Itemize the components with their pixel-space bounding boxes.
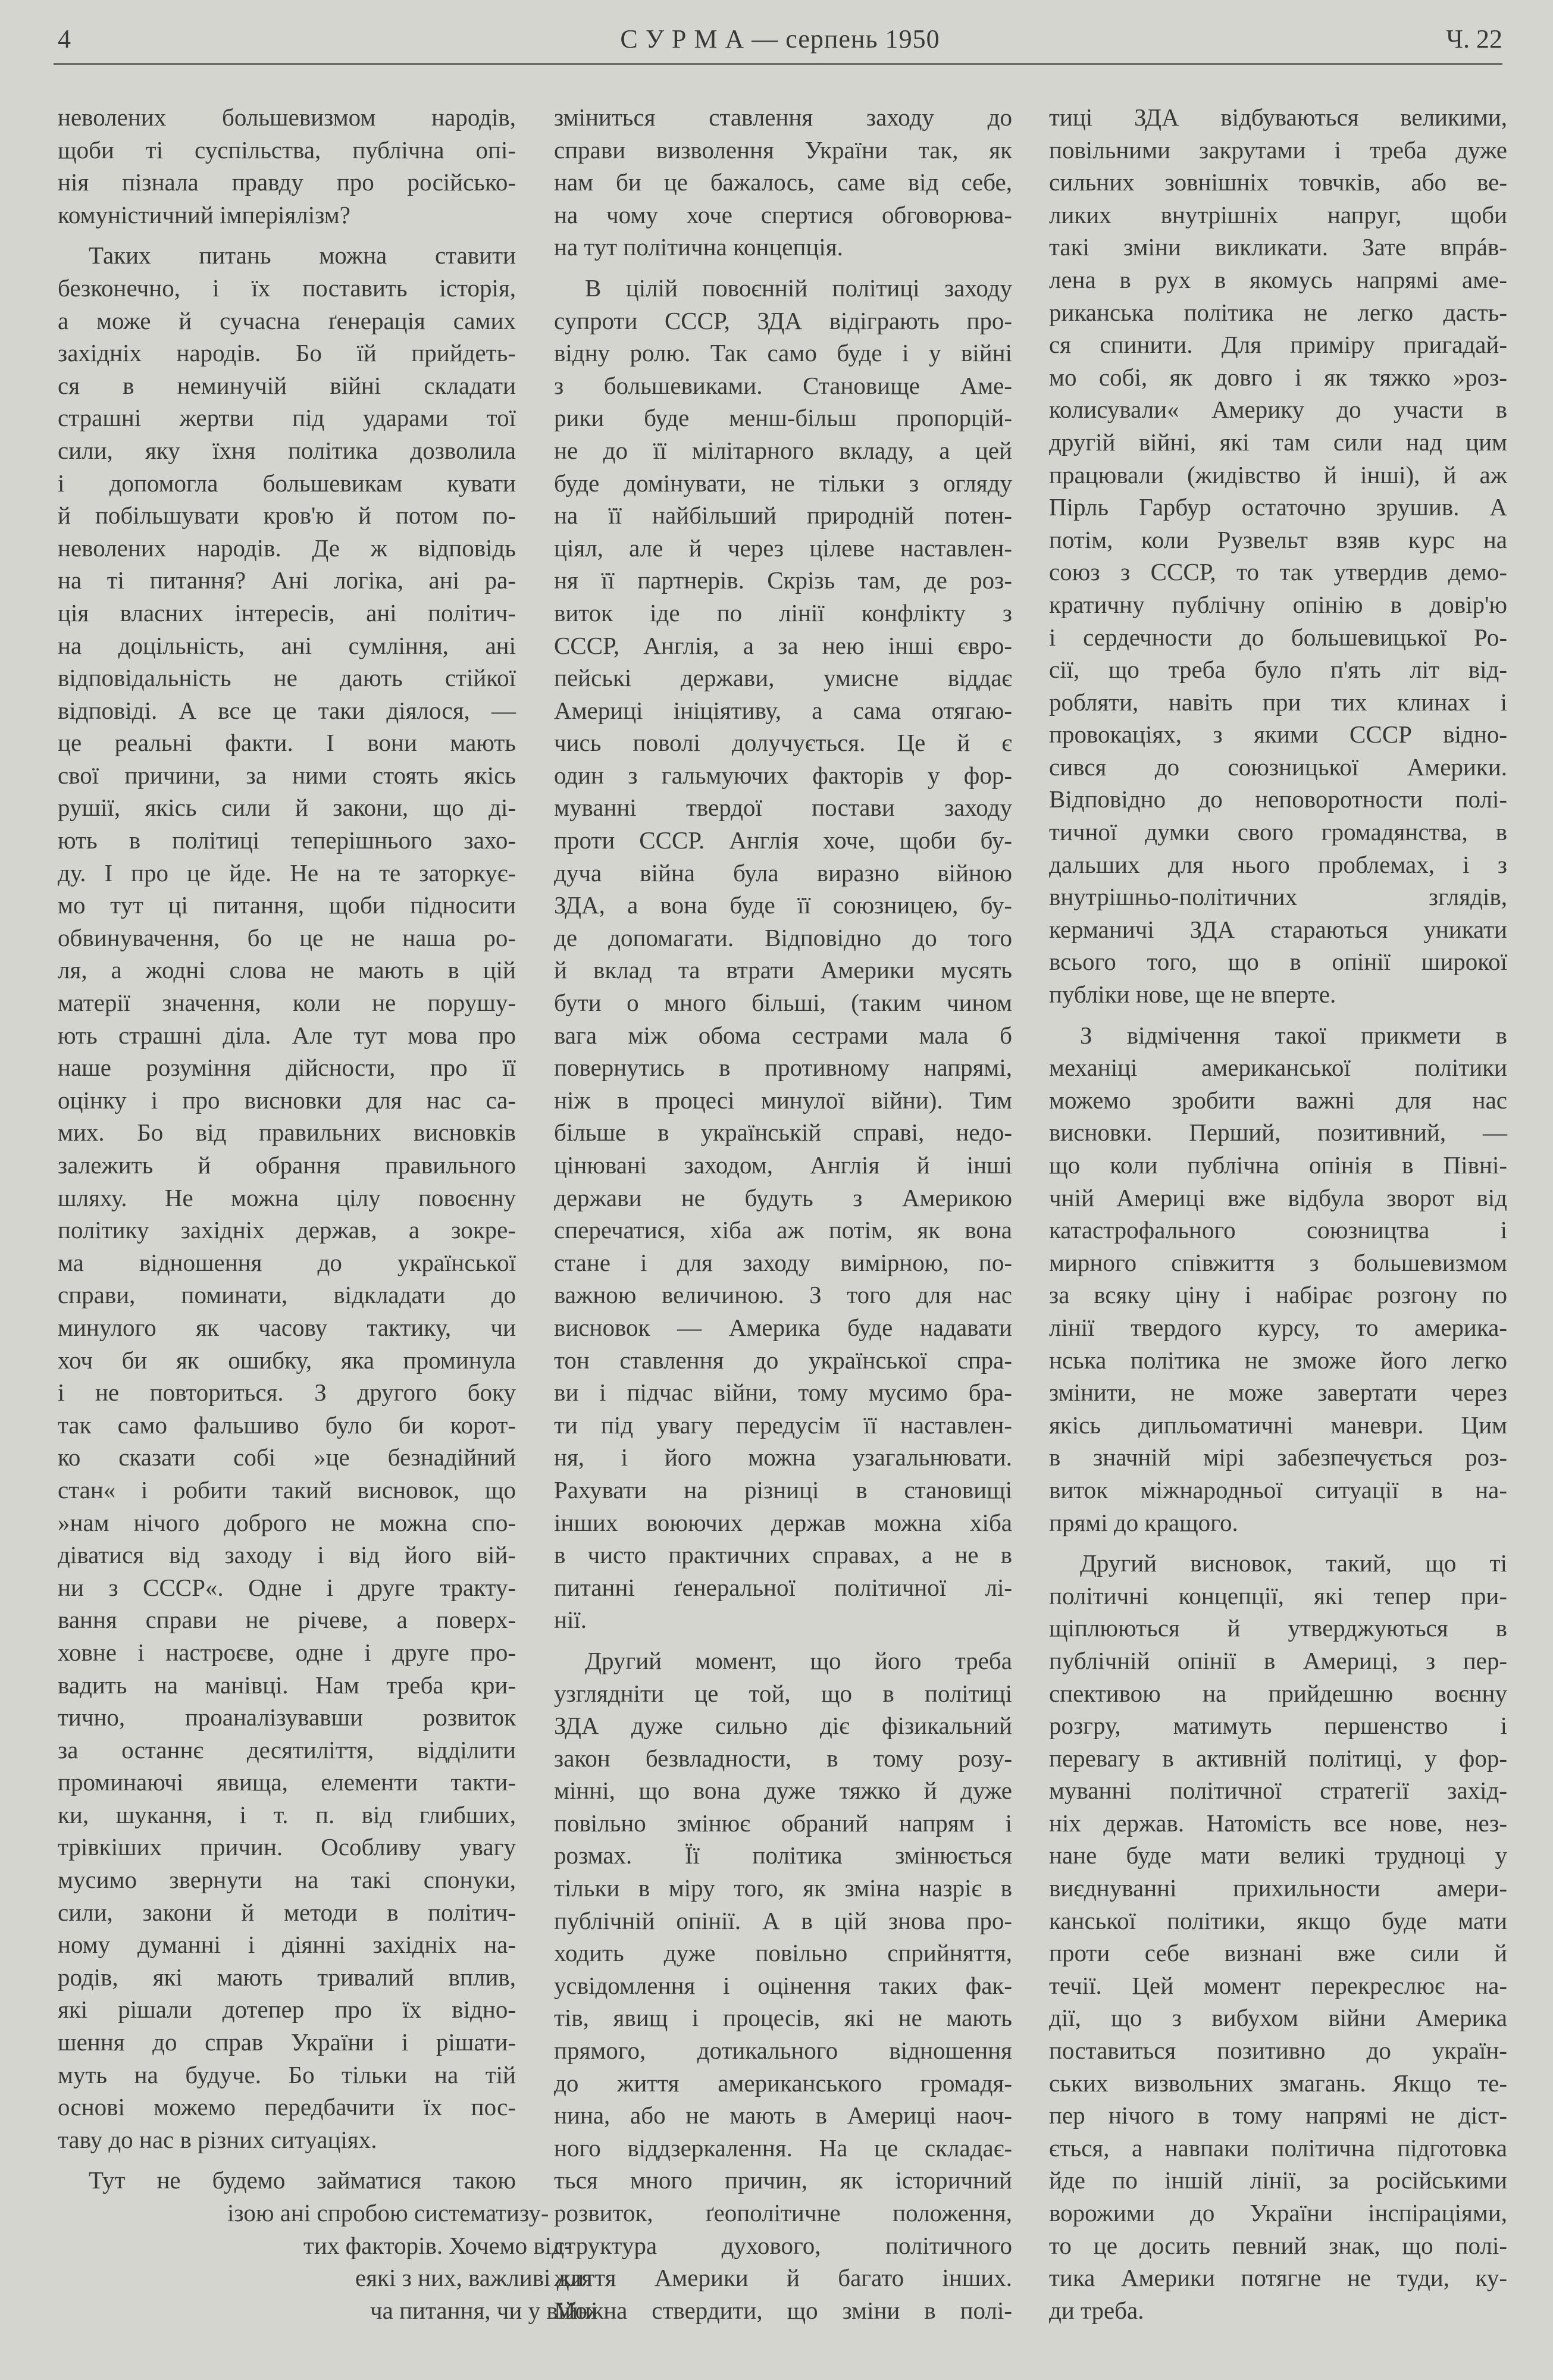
text-line: лінії твердого курсу, то америка- [1049,1313,1507,1341]
text-line: ізою ані спробою систематизу- [227,2199,549,2226]
text-line: муванні твердої постави заходу [554,794,1012,822]
text-line: виток міжнародньої ситуації в на- [1049,1476,1507,1504]
text-line: виєднуванні прихильности амери- [1049,1874,1507,1902]
text-line: на чому хоче спертися обговорюва- [554,201,1012,228]
text-line: в чисто практичних справах, а не в [554,1541,1012,1569]
text-line: катастрофального союзництва і [1049,1216,1507,1244]
text-line: муванні політичної стратегії захід- [1049,1777,1507,1805]
text-line: СССР, Англія, а за нею інші євро- [554,631,1012,659]
text-line: прямі до кращого. [1049,1508,1238,1536]
text-line: сили, яку їхня політика дозволила [58,436,516,464]
text-line: структура духового, політичного [554,2231,1012,2259]
text-line: змінити, не може завертати через [1049,1379,1507,1407]
text-line: мирного співжиття з большевизмом [1049,1248,1507,1276]
text-line: відповідальність не дають стійкої [58,664,516,692]
text-line: за всяку ціну і набірає розгону по [1049,1281,1507,1309]
text-line: виток іде по лінії конфлікту з [554,599,1012,627]
text-line: Тут не будемо займатися такою [89,2166,516,2194]
text-line: сився до союзницької Америки. [1049,753,1507,781]
text-line: зміниться ставлення заходу до [554,104,1012,131]
text-line: пейські держави, умисне віддає [554,664,1012,692]
text-line: кратичну публічну опінію в довір'ю [1049,590,1507,618]
text-line: сильних зовнішніх товчків, або ве- [1049,168,1507,196]
text-line: що коли публічна опінія в Півні- [1049,1151,1507,1179]
text-line: основі можемо передбачити їх пос- [58,2093,516,2121]
text-line: а може й сучасна ґенерація самих [58,306,516,334]
text-line: діватися від заходу і від його вій- [58,1541,516,1569]
text-line: ча питання, чи у війні [370,2296,598,2324]
text-line: в значній мірі забезпечується роз- [1049,1443,1507,1471]
text-line: ція власних інтересів, ані політич- [58,599,516,627]
text-line: З відмічення такої прикмети в [1080,1021,1507,1049]
text-line: нія пізнала правду про російсько- [58,168,516,196]
text-line: цінювані заходом, Англія й інші [554,1151,1012,1179]
text-line: лена в рух в якомусь напрямі аме- [1049,265,1507,293]
text-line: Відповідно до неповоротности полі- [1049,785,1507,813]
text-line: ся спинити. Для приміру пригадай- [1049,331,1507,359]
text-line: один з гальмуючих факторів у фор- [554,761,1012,789]
text-line: Таких питань можна ставити [89,242,516,270]
text-line: публічній опінії. А в цій знова про- [554,1906,1012,1934]
page-header [58,24,1502,62]
text-line: й побільшувати кров'ю й потом по- [58,502,516,530]
text-line: відповіді. А все це таки діялося, — [58,696,516,724]
text-line: закон безвладности, в тому розу- [554,1744,1012,1772]
text-line: ликих внутрішніх напруг, щоби [1049,201,1507,228]
text-line: на тут політична концепція. [554,233,843,261]
text-line: політику західніх держав, а зокре- [58,1216,516,1244]
text-line: спективою на прийдешню воєнну [1049,1679,1507,1707]
text-line: питанні ґенеральної політичної лі- [554,1573,1012,1601]
text-line: тільки в міру того, як зміна назріє в [554,1874,1012,1902]
text-line: пер нічого в тому напрямі не діст- [1049,2102,1507,2130]
text-line: західніх народів. Бо їй прийдеть- [58,339,516,367]
text-line: і допомогла большевикам кувати [58,469,516,497]
text-line: родів, які мають тривалий вплив, [58,1963,516,1991]
text-line: союз з СССР, то так утвердив демо- [1049,558,1507,586]
text-line: неволених народів. Де ж відповідь [58,534,516,562]
text-line: шення до справ України і рішати- [58,2028,516,2056]
text-line: рушії, якісь сили й закони, що ді- [58,794,516,822]
text-line: повернутись в противному напрямі, [554,1054,1012,1082]
text-line: більше в українській справі, недо- [554,1119,1012,1147]
text-line: риканська політика не легко дасть- [1049,298,1507,326]
text-line: проминаючі явища, елементи такти- [58,1768,516,1796]
text-line: внутрішньо-політичних зглядів, [1049,883,1507,911]
paragraph [1049,101,1507,1011]
page-number: 4 [58,24,71,54]
text-line: прямого, дотикального відношення [554,2037,1012,2065]
text-line: супроти СССР, ЗДА відіграють про- [554,306,1012,334]
text-line: ля, а жодні слова не мають в цій [58,956,516,984]
text-line: вага між обома сестрами мала б [554,1021,1012,1049]
issue-number: Ч. 22 [1446,24,1502,54]
text-line: узглядніти це той, що в політиці [554,1679,1012,1707]
text-line: течії. Цей момент перекреслює на- [1049,1971,1507,1999]
text-line: де допомагати. Відповідно до того [554,923,1012,951]
text-line: вадить на манівці. Нам треба кри- [58,1671,516,1699]
paragraph [1049,1019,1507,1539]
text-line: справи визволення України так, як [554,136,1012,164]
text-line: Пірль Гарбур остаточно зрушив. А [1049,493,1507,521]
text-line: нам би це бажалось, саме від себе, [554,168,1012,196]
text-line: важною величиною. З того для нас [554,1281,1012,1309]
text-line: трівкіших причин. Особливу увагу [58,1833,516,1861]
text-line: ніж в процесі минулої війни). Тим [554,1086,1012,1114]
text-line: ма відношення до української [58,1248,516,1276]
text-line: колисували« Америку до участи в [1049,396,1507,424]
text-line: й вклад та втрати Америки мусять [554,956,1012,984]
text-line: розмах. Її політика змінюється [554,1842,1012,1869]
paragraph [58,2164,598,2326]
text-line: такі зміни викликати. Зате впрáв- [1049,233,1507,261]
text-line: висновки. Перший, позитивний, — [1049,1119,1507,1147]
text-line: ховне і настроєве, одне і друге про- [58,1638,516,1666]
text-line: розвиток, ґеополітичне положення, [554,2199,1012,2226]
text-line: держави не будуть з Америкою [554,1183,1012,1211]
text-line: ня, і його можна узагальнювати. [554,1443,1012,1471]
text-line: Можна ствердити, що зміни в полі- [554,2296,1012,2324]
text-line: мих. Бо від правильних висновків [58,1119,516,1147]
text-line: муть на будуче. Бо тільки на тій [58,2060,516,2088]
text-line: вання справи не річеве, а поверх- [58,1606,516,1634]
text-line: тичної думки свого громадянства, в [1049,818,1507,846]
text-line: на доцільність, ані сумління, ані [58,631,516,659]
text-line: ви і підчас війни, тому мусимо бра- [554,1379,1012,1407]
text-line: мінні, що вона дуже тяжко й дуже [554,1777,1012,1805]
text-line: тих факторів. Хочемо від- [303,2231,572,2259]
paragraph [1049,1547,1507,2326]
text-line: ди треба. [1049,2296,1144,2324]
text-line: тично, проаналізувавши розвиток [58,1703,516,1731]
text-line: наше розуміння дійсности, про її [58,1054,516,1082]
text-line: ному думанні і діянні західніх на- [58,1931,516,1959]
text-line: поставиться позитивно до україн- [1049,2037,1507,2065]
text-line: свої причини, за ними стоять якісь [58,761,516,789]
text-line: за останнє десятиліття, відділити [58,1736,516,1764]
text-line: йде по іншій лінії, за російськими [1049,2166,1507,2194]
text-line: щіплюються й утверджуються в [1049,1614,1507,1642]
text-line: ко сказати собі »це безнадійний [58,1443,516,1471]
text-line: ду. І про це йде. Не на те заторкує- [58,859,516,887]
text-line: керманичі ЗДА стараються уникати [1049,915,1507,943]
text-line: бути о много більші, (таким чином [554,989,1012,1017]
text-line: перевагу в активній політиці, у фор- [1049,1744,1507,1772]
text-line: публічній опінії в Америці, з пер- [1049,1646,1507,1674]
text-line: шляху. Не можна цілу повоєнну [58,1183,516,1211]
text-line: буде домінувати, не тільки з огляду [554,469,1012,497]
paragraph [554,1645,1012,2326]
text-line: якісь дипльоматичні маневри. Цим [1049,1411,1507,1439]
text-line: канської політики, якщо буде мати [1049,1906,1507,1934]
text-line: обвинувачення, бо це не наша ро- [58,923,516,951]
text-line: ціял, але й через цілеве наставлен- [554,534,1012,562]
text-line: на її найбільший природній потен- [554,502,1012,530]
text-line: дальших для нього проблемах, і з [1049,850,1507,878]
text-line: нська політика не зможе його легко [1049,1346,1507,1374]
text-line: проти СССР. Англія хоче, щоби бу- [554,826,1012,854]
text-line: сії, що треба було п'ять літ від- [1049,656,1507,684]
text-line: стан« і робити такий висновок, що [58,1476,516,1504]
text-line: провокаціях, з якими СССР відно- [1049,721,1507,749]
text-line: чись поволі долучується. Це й є [554,729,1012,757]
text-line: дії, що з вибухом війни Америка [1049,2004,1507,2032]
text-line: усвідомлення і оцінення таких фак- [554,1971,1012,1999]
text-line: можемо зробити важні для нас [1049,1086,1507,1114]
text-line: всього того, що в опінії широкої [1049,948,1507,976]
text-line: ти під увагу передусім її наставлен- [554,1411,1012,1439]
text-line: справи, поминати, відкладати до [58,1281,516,1309]
text-line: ться много причин, як історичний [554,2166,1012,2194]
text-line: ся в неминучій війні складати [58,371,516,399]
text-line: мусимо звернути на такі спонуки, [58,1866,516,1894]
text-line: ни з СССР«. Одне і друге тракту- [58,1573,516,1601]
text-line: матерії значення, коли не порушу- [58,989,516,1017]
text-line: ЗДА дуже сильно діє фізикальний [554,1712,1012,1740]
text-line: »нам нічого доброго не можна спо- [58,1508,516,1536]
text-line: Америці ініціятиву, а сама отягаю- [554,696,1012,724]
text-line: потім, коли Рузвельт взяв курс на [1049,525,1507,553]
text-line: нина, або не мають в Америці наоч- [554,2102,1012,2130]
text-line: життя Америки й багато інших. [554,2264,1012,2292]
text-line: ЗДА, а вона буде її союзницею, бу- [554,891,1012,919]
text-line: рики буде менш-більш пропорцій- [554,404,1012,432]
text-line: сили, закони й методи в політич- [58,1898,516,1926]
paragraph [554,272,1012,1636]
text-line: тика Америки потягне не туди, ку- [1049,2264,1507,2292]
text-line: і не повториться. З другого боку [58,1379,516,1407]
text-line: Другий висновок, такий, що ті [1080,1549,1507,1577]
paragraph [554,101,1012,264]
text-line: ють страшні діла. Але тут мова про [58,1021,516,1049]
text-line: проти себе визнані вже сили й [1049,1939,1507,1967]
text-line: публіки нове, ще не вперте. [1049,981,1336,1009]
text-line: комуністичний імперіялізм? [58,201,350,228]
text-line: ходить дуже повільно сприйняття, [554,1939,1012,1967]
text-line: оцінку і про висновки для нас са- [58,1086,516,1114]
header-divider [54,63,1502,65]
text-line: чній Америці вже відбула зворот від [1049,1183,1507,1211]
publication-title: С У Р М А — серпень 1950 [620,24,940,54]
text-line: з большевиками. Становище Аме- [554,371,1012,399]
text-column-2 [554,101,1012,2335]
text-line: щоби ті суспільства, публічна опі- [58,136,516,164]
text-line: хоч би як ошибку, яка проминула [58,1346,516,1374]
text-line: Рахувати на різниці в становищі [554,1476,1012,1504]
text-line: це реальні факти. І вони мають [58,729,516,757]
text-column-3 [1049,101,1507,2335]
text-line: ного віддзеркалення. На це складає- [554,2134,1012,2162]
text-line: мо тут ці питання, щоби підносити [58,891,516,919]
text-line: тон ставлення до української спра- [554,1346,1012,1374]
text-line: таву до нас в різних ситуаціях. [58,2125,377,2153]
text-line: ських визвольних змагань. Якщо те- [1049,2069,1507,2097]
text-line: повільними закрутами і треба дуже [1049,136,1507,164]
text-line: еякі з них, важливі для [355,2264,593,2292]
text-line: висновок — Америка буде надавати [554,1313,1012,1341]
text-line: залежить й обрання правильного [58,1151,516,1179]
text-line: на ті питання? Ані логіка, ані ра- [58,566,516,594]
text-line: нії. [554,1606,587,1634]
text-line: інших воюючих держав можна хіба [554,1508,1012,1536]
text-line: так само фальшиво було би корот- [58,1411,516,1439]
text-line: ня її партнерів. Скрізь там, де роз- [554,566,1012,594]
text-line: ється, а навпаки політична підготовка [1049,2134,1507,2162]
text-line: які рішали дотепер про їх відно- [58,1996,516,2024]
text-line: не до її мілітарного вкладу, а цей [554,436,1012,464]
paragraph [58,239,516,2156]
text-line: минулого як часову тактику, чи [58,1313,516,1341]
text-line: страшні жертви під ударами тої [58,404,516,432]
text-line: працювали (жидівство й інші), й аж [1049,461,1507,488]
text-line: механіці американської політики [1049,1054,1507,1082]
text-line: ють в політиці теперішнього захо- [58,826,516,854]
text-line: неволених большевизмом народів, [58,104,516,131]
text-line: до життя американського громадя- [554,2069,1012,2097]
text-line: ворожими до України інспіраціями, [1049,2199,1507,2226]
text-line: ніх держав. Натомість все нове, нез- [1049,1809,1507,1837]
text-line: політичні концепції, які тепер при- [1049,1582,1507,1609]
paragraph [58,101,516,231]
text-line: робляти, навіть при тих клинах і [1049,688,1507,716]
text-line: мо собі, як довго і як тяжко »роз- [1049,363,1507,391]
text-line: ки, шукання, і т. п. від глибших, [58,1800,516,1828]
text-line: Другий момент, що його треба [585,1646,1012,1674]
text-line: розгру, матимуть першенство і [1049,1712,1507,1740]
text-line: дуча війна була виразно війною [554,859,1012,887]
text-line: другій війні, які там сили над цим [1049,428,1507,456]
text-line: тиці ЗДА відбуваються великими, [1049,104,1507,131]
text-line: повільно змінює обраний напрям і [554,1809,1012,1837]
text-line: стане і для заходу вимірною, по- [554,1248,1012,1276]
text-line: нане буде мати великі трудноці у [1049,1842,1507,1869]
text-line: то це досить певний знак, що полі- [1049,2231,1507,2259]
text-line: безконечно, і їх поставить історія, [58,274,516,302]
text-line: тів, явищ і процесів, які не мають [554,2004,1012,2032]
text-line: і сердечности до большевицької Ро- [1049,623,1507,651]
text-line: сперечатися, хіба аж потім, як вона [554,1216,1012,1244]
text-line: відну ролю. Так само буде і у війні [554,339,1012,367]
text-line: В цілій повоєнній політиці заходу [585,274,1012,302]
